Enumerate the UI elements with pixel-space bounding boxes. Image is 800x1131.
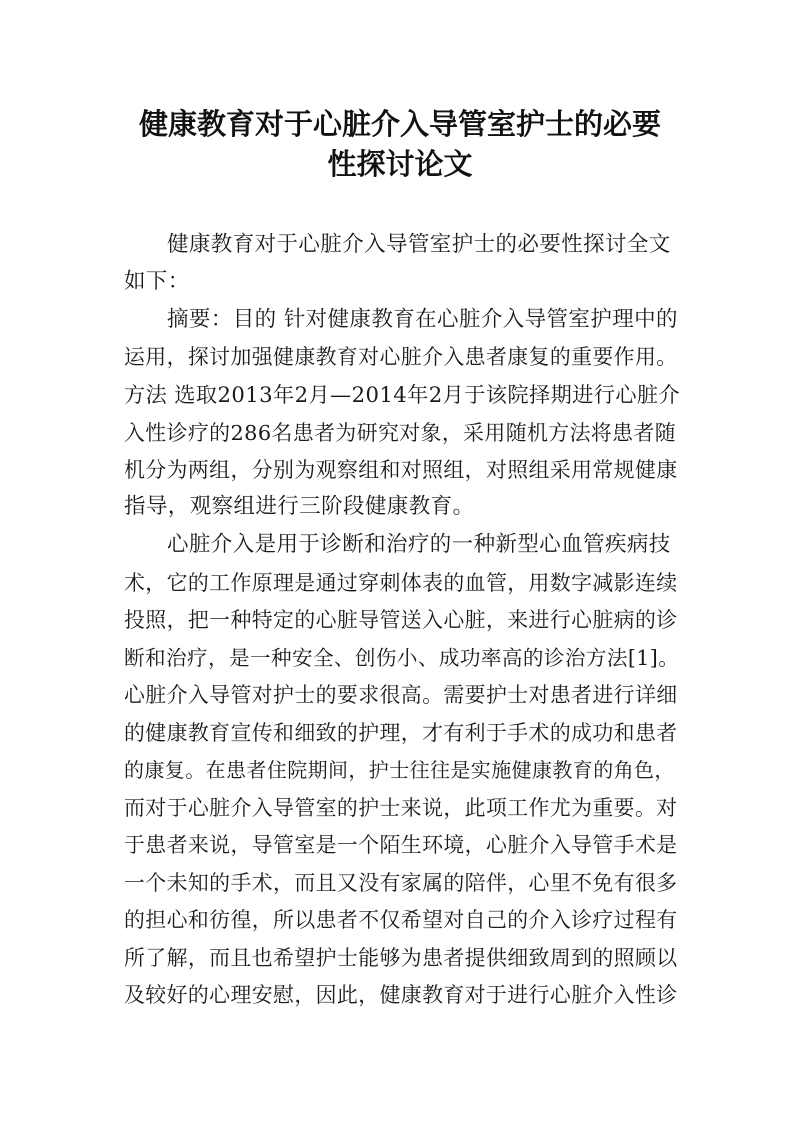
body-line: 所了解，而且也希望护士能够为患者提供细致周到的照顾以 xyxy=(124,946,678,970)
document-title-line-2: 性探讨论文 xyxy=(327,147,473,181)
body-line: 运用，探讨加强健康教育对心脏介入患者康复的重要作用。 xyxy=(124,345,678,369)
body-line: 及较好的心理安慰，因此，健康教育对于进行心脏介入性诊 xyxy=(124,983,678,1007)
body-line: 于患者来说，导管室是一个陌生环境，心脏介入导管手术是 xyxy=(124,833,678,857)
body-line: 指导，观察组进行三阶段健康教育。 xyxy=(124,494,475,519)
body-line: 健康教育对于心脏介入导管室护士的必要性探讨全文 xyxy=(167,232,671,257)
body-line: 术，它的工作原理是通过穿刺体表的血管，用数字减影连续 xyxy=(124,571,678,595)
body-line: 心脏介入是用于诊断和治疗的一种新型心血管疾病技 xyxy=(167,532,671,557)
body-line: 的健康教育宣传和细致的护理，才有利于手术的成功和患者 xyxy=(124,721,678,745)
body-line: 入性诊疗的286名患者为研究对象，采用随机方法将患者随 xyxy=(124,421,677,445)
body-line: 机分为两组，分别为观察组和对照组，对照组采用常规健康 xyxy=(124,458,678,482)
body-line: 断和治疗，是一种安全、创伤小、成功率高的诊治方法[1]。 xyxy=(124,646,680,670)
body-line: 摘要：目的 针对健康教育在心脏介入导管室护理中的 xyxy=(167,307,678,332)
body-line: 一个未知的手术，而且又没有家属的陪伴，心里不免有很多 xyxy=(124,871,678,895)
body-line: 如下： xyxy=(124,269,190,294)
body-line: 的康复。在患者住院期间，护士往往是实施健康教育的角色， xyxy=(124,758,675,782)
body-line: 投照，把一种特定的心脏导管送入心脏，来进行心脏病的诊 xyxy=(124,608,678,632)
body-line: 的担心和彷徨，所以患者不仅希望对自己的介入诊疗过程有 xyxy=(124,908,678,932)
document-title-line-1: 健康教育对于心脏介入导管室护士的必要 xyxy=(138,107,661,141)
body-line: 方法 选取2013年2月—2014年2月于该院择期进行心脏介 xyxy=(124,382,681,407)
body-line: 心脏介入导管对护士的要求很高。需要护士对患者进行详细 xyxy=(124,683,678,707)
body-line: 而对于心脏介入导管室的护士来说，此项工作尤为重要。对 xyxy=(124,796,678,820)
